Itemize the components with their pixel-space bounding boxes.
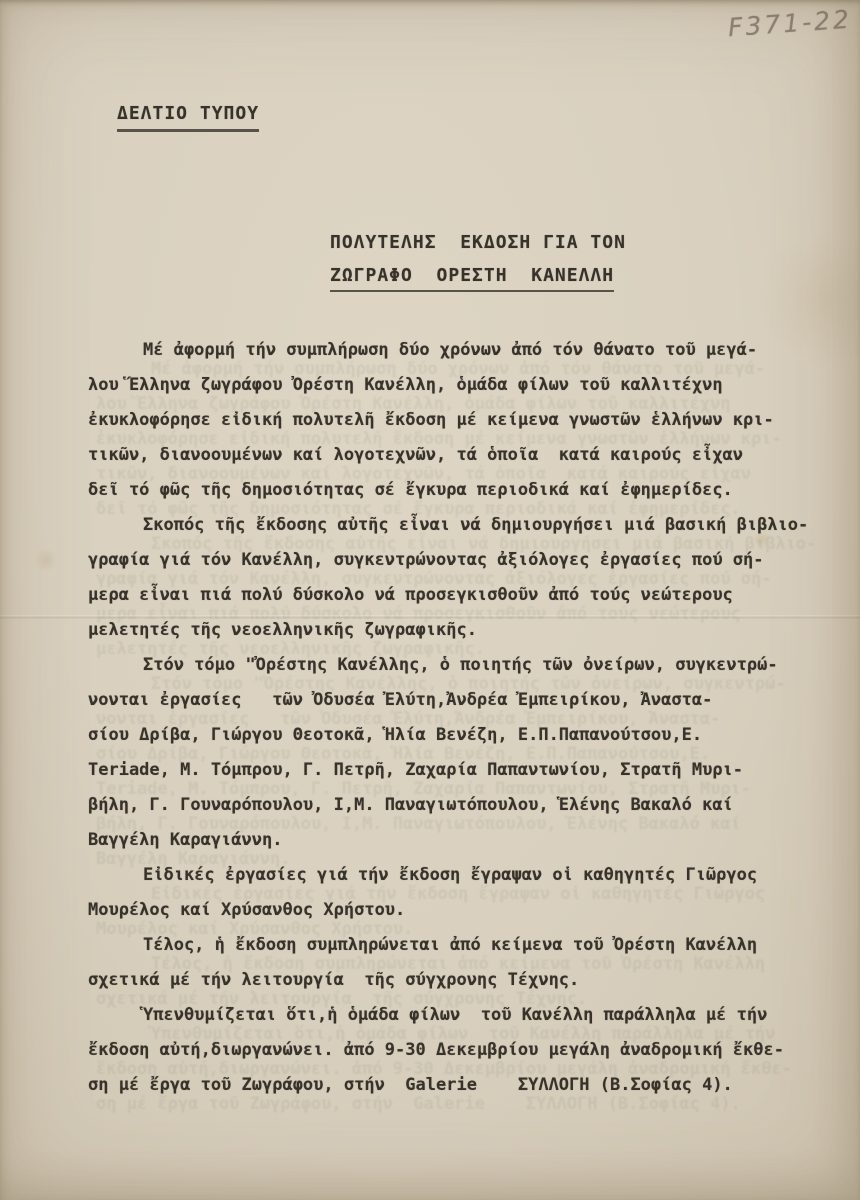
body-line: Εἰδικές ἐργασίες γιά τήν ἔκδοση ἔγραψαν οἱ καθηγητές Γιῶργος xyxy=(151,884,766,904)
body-line: Βαγγέλη Καραγιάννη. xyxy=(88,830,283,850)
body-line: μερα εἶναι πιά πολύ δύσκολο νά προσεγκισθοῦν ἀπό τούς νεώτερους xyxy=(96,604,741,624)
body-line: Ὑπενθυμίζεται ὅτι,ἡ ὁμάδα φίλων τοῦ Κανέλλη παράλληλα μέ τήν xyxy=(143,1005,768,1025)
body-line: βήλη, Γ. Γουναρόπουλου, Ι,Μ. Παναγιωτόπουλου, Ἑλένης Βακαλό καί xyxy=(96,814,741,834)
body-line: σίου Δρίβα, Γιώργου Θεοτοκᾶ, Ἡλία Βενέζη, Ε.Π.Παπανούτσου,Ε. xyxy=(96,744,711,764)
body-line: ἔκδοση αὐτή,διωργανώνει. ἀπό 9-30 Δεκεμβρίου μεγάλη ἀναδρομική ἔκθε- xyxy=(96,1059,792,1079)
body-line: νονται ἐργασίες τῶν Ὀδυσέα Ἐλύτη,Ἀνδρέα Ἐμπειρίκου, Ἀναστα- xyxy=(88,690,713,710)
body-line: μερα εἶναι πιά πολύ δύσκολο νά προσεγκισθοῦν ἀπό τούς νεώτερους xyxy=(88,585,733,605)
body-line: Στόν τόμο "Ὀρέστης Κανέλλης, ὁ ποιητής τῶν ὀνείρων, συγκεντρώ- xyxy=(143,655,778,675)
body-line: Σκοπός τῆς ἔκδοσης αὐτῆς εἶναι νά δημιουργήσει μιά βασική βιβλιο- xyxy=(143,515,809,535)
body-line: σχετικά μέ τήν λειτουργία τῆς σύγχρονης Τέχνης. xyxy=(96,989,588,1009)
body-line: Σκοπός τῆς ἔκδοσης αὐτῆς εἶναι νά δημιουργήσει μιά βασική βιβλιο- xyxy=(151,534,817,554)
body-line: τικῶν, διανοουμένων καί λογοτεχνῶν, τά ὁποῖα κατά καιρούς εἶχαν xyxy=(96,464,752,484)
body-line: ἐκυκλοφόρησε εἰδική πολυτελῆ ἔκδοση μέ κείμενα γνωστῶν ἑλλήνων κρι- xyxy=(88,410,774,430)
body-line: ση μέ ἔργα τοῦ Ζωγράφου, στήν Galerie ΣΥΛΛΟΓΗ (Β.Σοφίας 4). xyxy=(96,1094,741,1114)
body-line: μελετητές τῆς νεοελληνικῆς ζωγραφικῆς. xyxy=(88,620,477,640)
body-line: ἐκυκλοφόρησε εἰδική πολυτελῆ ἔκδοση μέ κείμενα γνωστῶν ἑλλήνων κρι- xyxy=(96,429,782,449)
title-line-1: ΠΟΛΥΤΕΛΗΣ ΕΚΔΟΣΗ ΓΙΑ ΤΟΝ xyxy=(330,232,626,253)
body-line: Ὑπενθυμίζεται ὅτι,ἡ ὁμάδα φίλων τοῦ Κανέλλη παράλληλα μέ τήν xyxy=(151,1024,776,1044)
body-line: μελετητές τῆς νεοελληνικῆς ζωγραφικῆς. xyxy=(96,639,485,659)
body-line: Μέ ἀφορμή τήν συμπλήρωση δύο χρόνων ἀπό τόν θάνατο τοῦ μεγά- xyxy=(151,359,766,379)
press-release-label: ΔΕΛΤΙΟ ΤΥΠΟΥ xyxy=(117,103,259,132)
body-line: Μέ ἀφορμή τήν συμπλήρωση δύο χρόνων ἀπό τόν θάνατο τοῦ μεγά- xyxy=(143,340,758,360)
body-line: Εἰδικές ἐργασίες γιά τήν ἔκδοση ἔγραψαν οἱ καθηγητές Γιῶργος xyxy=(143,865,758,885)
body-line: λου Ἕλληνα ζωγράφου Ὀρέστη Κανέλλη, ὁμάδα φίλων τοῦ καλλιτέχνη xyxy=(96,394,731,414)
body-line: λου Ἕλληνα ζωγράφου Ὀρέστη Κανέλλη, ὁμάδα φίλων τοῦ καλλιτέχνη xyxy=(88,375,723,395)
body-text xyxy=(88,333,809,1103)
body-line: Μουρέλος καί Χρύσανθος Χρήστου. xyxy=(88,900,406,920)
body-line: Στόν τόμο "Ὀρέστης Κανέλλης, ὁ ποιητής τῶν ὀνείρων, συγκεντρώ- xyxy=(151,674,786,694)
body-line: Βαγγέλη Καραγιάννη. xyxy=(96,849,291,869)
body-line: Τέλος, ἡ ἔκδοση συμπληρώνεται ἀπό κείμενα τοῦ Ὀρέστη Κανέλλη xyxy=(151,954,766,974)
body-line: δεῖ τό φῶς τῆς δημοσιότητας σέ ἔγκυρα περιοδικά καί ἐφημερίδες. xyxy=(88,480,733,500)
body-line: Τέλος, ἡ ἔκδοση συμπληρώνεται ἀπό κείμενα τοῦ Ὀρέστη Κανέλλη xyxy=(143,935,758,955)
title-line-2: ΖΩΓΡΑΦΟ ΟΡΕΣΤΗ ΚΑΝΕΛΛΗ xyxy=(330,265,614,292)
title-block xyxy=(330,232,626,292)
body-line: δεῖ τό φῶς τῆς δημοσιότητας σέ ἔγκυρα περιοδικά καί ἐφημερίδες. xyxy=(96,499,741,519)
body-line: σχετικά μέ τήν λειτουργία τῆς σύγχρονης Τέχνης. xyxy=(88,970,580,990)
body-line: σίου Δρίβα, Γιώργου Θεοτοκᾶ, Ἡλία Βενέζη, Ε.Π.Παπανούτσου,Ε. xyxy=(88,725,703,745)
body-line: γραφία γιά τόν Κανέλλη, συγκεντρώνοντας ἀξιόλογες ἐργασίες πού σή- xyxy=(96,569,772,589)
body-line: Teriade, Μ. Τόμπρου, Γ. Πετρῆ, Ζαχαρία Παπαντωνίου, Στρατῆ Μυρι- xyxy=(96,779,752,799)
body-line: ση μέ ἔργα τοῦ Ζωγράφου, στήν Galerie ΣΥΛΛΟΓΗ (Β.Σοφίας 4). xyxy=(88,1075,733,1095)
body-line: Μουρέλος καί Χρύσανθος Χρήστου. xyxy=(96,919,414,939)
archival-code-note: F371-22 xyxy=(727,4,853,43)
body-line: τικῶν, διανοουμένων καί λογοτεχνῶν, τά ὁποῖα κατά καιρούς εἶχαν xyxy=(88,445,744,465)
body-line: γραφία γιά τόν Κανέλλη, συγκεντρώνοντας ἀξιόλογες ἐργασίες πού σή- xyxy=(88,550,764,570)
body-line: Teriade, Μ. Τόμπρου, Γ. Πετρῆ, Ζαχαρία Παπαντωνίου, Στρατῆ Μυρι- xyxy=(88,760,744,780)
body-line: ἔκδοση αὐτή,διωργανώνει. ἀπό 9-30 Δεκεμβρίου μεγάλη ἀναδρομική ἔκθε- xyxy=(88,1040,784,1060)
body-line: νονται ἐργασίες τῶν Ὀδυσέα Ἐλύτη,Ἀνδρέα Ἐμπειρίκου, Ἀναστα- xyxy=(96,709,721,729)
body-line: βήλη, Γ. Γουναρόπουλου, Ι,Μ. Παναγιωτόπουλου, Ἑλένης Βακαλό καί xyxy=(88,795,733,815)
